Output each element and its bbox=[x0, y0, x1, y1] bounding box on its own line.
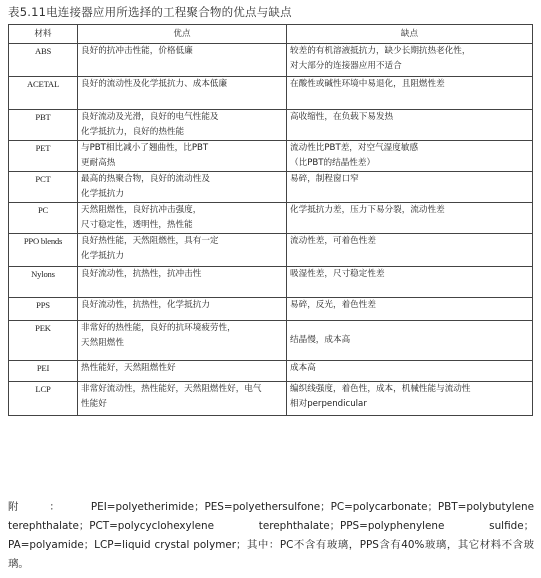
advantages-cell bbox=[78, 110, 287, 141]
disadvantage-line: 高收缩性，在负载下易发热 bbox=[290, 112, 394, 122]
table-row bbox=[9, 77, 533, 110]
advantage-line: 更耐高热 bbox=[81, 158, 116, 168]
advantages-cell bbox=[78, 77, 287, 110]
disadvantage-line: 易碎，制程窗口窄 bbox=[290, 174, 359, 184]
disadvantage-line: 较差的有机溶液抵抗力，缺少长期抗热老化性， bbox=[290, 46, 471, 56]
advantages-cell bbox=[78, 298, 287, 321]
material-cell: ABS bbox=[9, 44, 78, 77]
table-row bbox=[9, 298, 533, 321]
disadvantage-line: 流动性比PBT差，对空气湿度敏感 bbox=[290, 143, 419, 153]
advantage-line: 良好流动性，抗热性，化学抵抗力 bbox=[81, 300, 210, 310]
disadvantages-cell bbox=[287, 110, 533, 141]
table-row bbox=[9, 44, 533, 77]
table-row bbox=[9, 234, 533, 267]
disadvantages-cell bbox=[287, 321, 533, 361]
advantage-line: 化学抵抗力 bbox=[81, 189, 124, 199]
disadvantage-line: 相对perpendicular bbox=[290, 399, 367, 409]
advantages-cell bbox=[78, 361, 287, 382]
disadvantage-line: 化学抵抗力差，压力下易分裂，流动性差 bbox=[290, 205, 445, 215]
advantages-cell bbox=[78, 44, 287, 77]
disadvantage-line: 成本高 bbox=[290, 363, 316, 373]
table-header-row bbox=[9, 25, 533, 44]
disadvantage-line: 结晶慢，成本高 bbox=[290, 335, 351, 345]
advantage-line: 良好的流动性及化学抵抗力、成本低廉 bbox=[81, 79, 228, 89]
table-row bbox=[9, 110, 533, 141]
disadvantages-cell bbox=[287, 361, 533, 382]
advantages-cell bbox=[78, 172, 287, 203]
disadvantage-line: 在酸性或碱性环境中易退化，且阻燃性差 bbox=[290, 79, 445, 89]
disadvantage-line: （比PBT的结晶性差） bbox=[290, 158, 376, 168]
table-row bbox=[9, 382, 533, 416]
disadvantages-cell bbox=[287, 382, 533, 416]
material-cell: PPO blends bbox=[9, 234, 78, 267]
advantage-line: 良好流动及光滑，良好的电气性能及 bbox=[81, 112, 219, 122]
footnote: 附：PEI=polyetherimide；PES=polyethersulfone；PC=polycarbonate；PBT=polybutylene terephthalate；PCT=polycyclohexylene terephthalate；PPS=polyphenylene sulfide；PA=polyamide；LCP=liquid crystal polymer；其中：PC不含有玻璃，PPS含有40%玻璃，其它材料不含玻璃。 bbox=[8, 501, 534, 570]
table-row bbox=[9, 203, 533, 234]
header-material: 材料 bbox=[9, 25, 78, 44]
table-row bbox=[9, 141, 533, 172]
material-cell: PBT bbox=[9, 110, 78, 141]
header-advantages: 优点 bbox=[78, 25, 287, 44]
material-cell: PC bbox=[9, 203, 78, 234]
table-row bbox=[9, 267, 533, 298]
disadvantage-line: 流动性差，可着色性差 bbox=[290, 236, 376, 246]
disadvantage-line: 吸湿性差，尺寸稳定性差 bbox=[290, 269, 385, 279]
disadvantages-cell bbox=[287, 77, 533, 110]
disadvantages-cell bbox=[287, 234, 533, 267]
header-disadvantages: 缺点 bbox=[287, 25, 533, 44]
advantage-line: 尺寸稳定性，透明性，热性能 bbox=[81, 220, 193, 230]
table-row bbox=[9, 321, 533, 361]
advantage-line: 热性能好，天然阻燃性好 bbox=[81, 363, 176, 373]
advantages-cell bbox=[78, 321, 287, 361]
advantage-line: 化学抵抗力 bbox=[81, 251, 124, 261]
material-cell: Nylons bbox=[9, 267, 78, 298]
advantage-line: 非常好的热性能，良好的抗环境疲劳性， bbox=[81, 323, 236, 333]
advantages-cell bbox=[78, 141, 287, 172]
advantage-line: 化学抵抗力，良好的热性能 bbox=[81, 127, 185, 137]
advantages-cell bbox=[78, 203, 287, 234]
advantage-line: 良好热性能，天然阻燃性，具有一定 bbox=[81, 236, 219, 246]
advantage-line: 性能好 bbox=[81, 399, 107, 409]
material-cell: PCT bbox=[9, 172, 78, 203]
disadvantages-cell bbox=[287, 172, 533, 203]
disadvantages-cell bbox=[287, 298, 533, 321]
polymer-comparison-table bbox=[8, 24, 533, 416]
disadvantage-line: 对大部分的连接器应用不适合 bbox=[290, 61, 402, 71]
advantage-line: 最高的热聚合物，良好的流动性及 bbox=[81, 174, 210, 184]
table-row bbox=[9, 361, 533, 382]
advantages-cell bbox=[78, 267, 287, 298]
material-cell: PEI bbox=[9, 361, 78, 382]
material-cell: PEK bbox=[9, 321, 78, 361]
disadvantages-cell bbox=[287, 44, 533, 77]
disadvantages-cell bbox=[287, 203, 533, 234]
material-cell: PET bbox=[9, 141, 78, 172]
material-cell: ACETAL bbox=[9, 77, 78, 110]
table-body bbox=[9, 44, 533, 416]
advantage-line: 天然阻燃性，良好抗冲击强度， bbox=[81, 205, 202, 215]
advantages-cell bbox=[78, 234, 287, 267]
advantage-line: 与PBT相比减小了翘曲性，比PBT bbox=[81, 143, 209, 153]
disadvantage-line: 易碎，反光，着色性差 bbox=[290, 300, 376, 310]
table-row bbox=[9, 172, 533, 203]
disadvantage-line: 编织线强度，着色性，成本，机械性能与流动性 bbox=[290, 384, 471, 394]
advantage-line: 良好的抗冲击性能，价格低廉 bbox=[81, 46, 193, 56]
disadvantages-cell bbox=[287, 141, 533, 172]
table-title: 表5.11电连接器应用所选择的工程聚合物的优点与缺点 bbox=[8, 5, 292, 19]
advantages-cell bbox=[78, 382, 287, 416]
material-cell: PPS bbox=[9, 298, 78, 321]
advantage-line: 非常好流动性，热性能好，天然阻燃性好，电气 bbox=[81, 384, 262, 394]
advantage-line: 良好流动性，抗热性，抗冲击性 bbox=[81, 269, 202, 279]
material-cell: LCP bbox=[9, 382, 78, 416]
advantage-line: 天然阻燃性 bbox=[81, 338, 124, 348]
disadvantages-cell bbox=[287, 267, 533, 298]
